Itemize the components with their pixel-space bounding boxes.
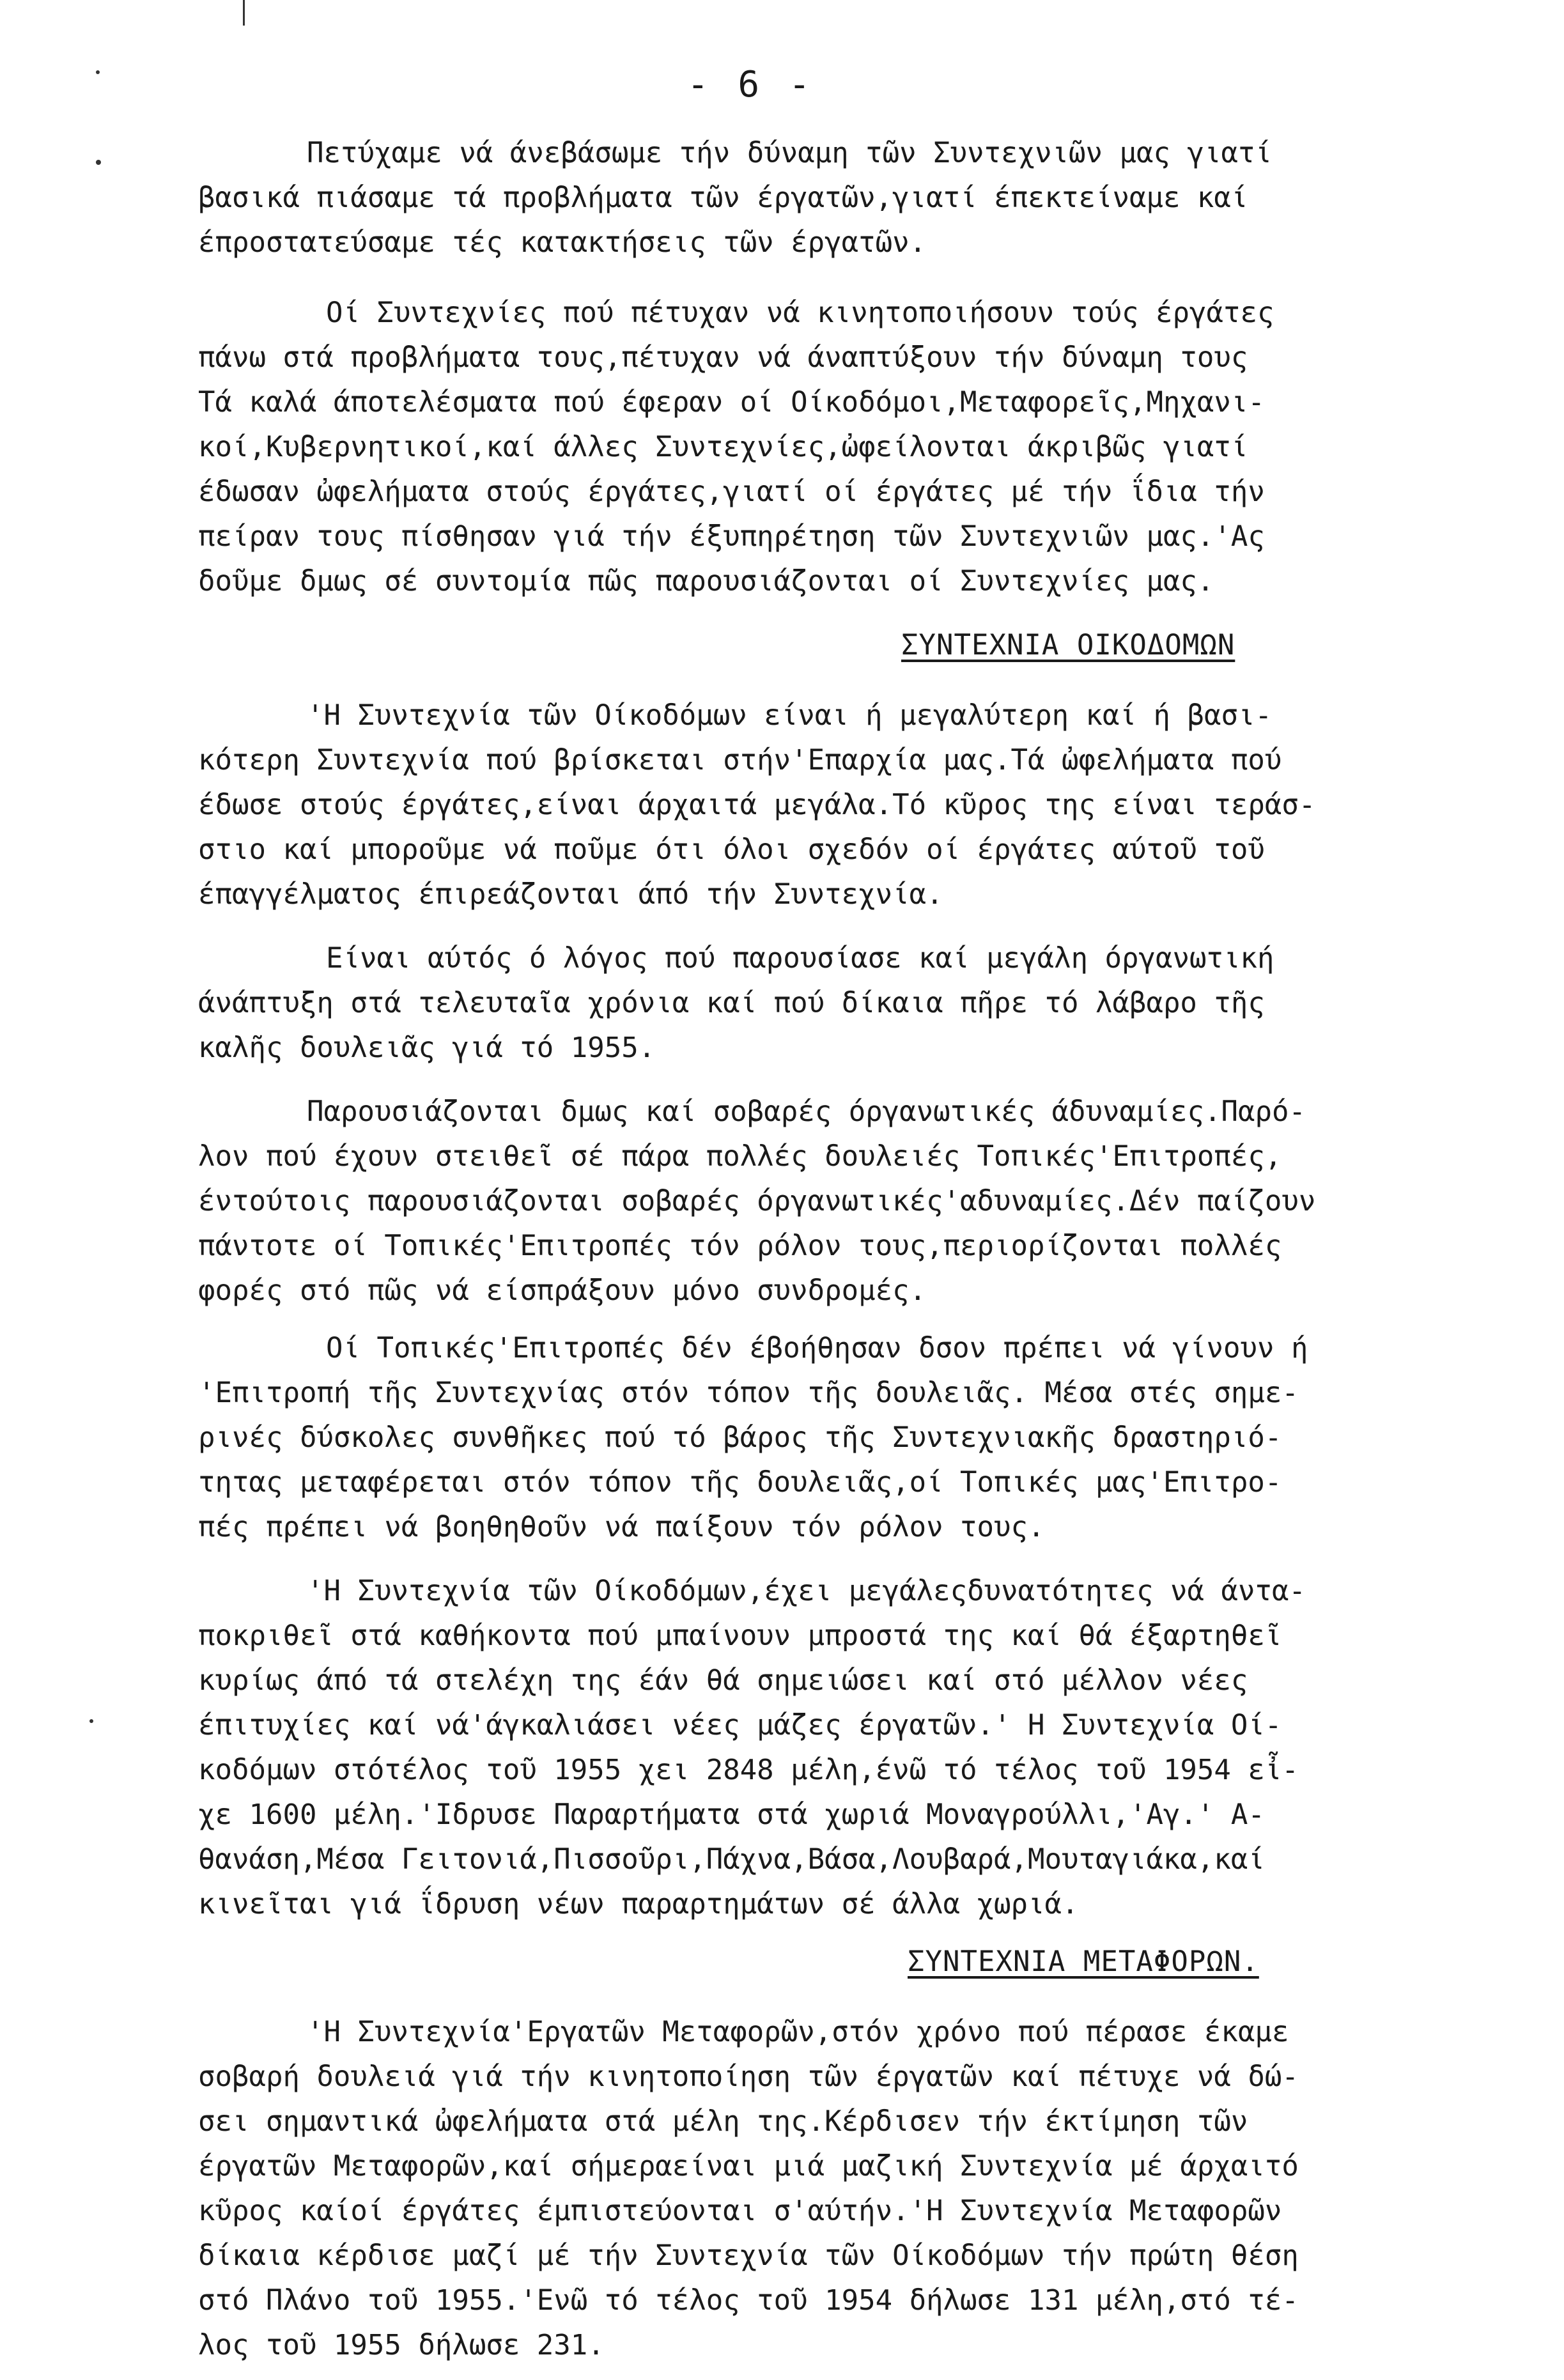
section-heading-oikodomon: ΣΥΝΤΕΧΝΙΑ ΟΙΚΟΔΟΜΩΝ bbox=[901, 629, 1235, 661]
text-line: Παρουσιάζονται δμως καί σοβαρές όργανωτικές άδυναμίες.Παρό- bbox=[307, 1095, 1306, 1128]
text-line: σοβαρή δουλειά γιά τήν κινητοποίηση τῶν έργατῶν καί πέτυχε νά δώ- bbox=[198, 2060, 1299, 2093]
text-line: πές πρέπει νά βοηθηθοῦν νά παίξουν τόν ρόλον τους. bbox=[198, 1511, 1045, 1543]
text-line: κοδόμων στότέλος τοῦ 1955 χει 2848 μέλη,ένῶ τό τέλος τοῦ 1954 εἶ- bbox=[198, 1754, 1299, 1786]
text-line: 'Η Συντεχνία τῶν Οίκοδόμων είναι ή μεγαλύτερη καί ή βασι- bbox=[307, 699, 1272, 732]
text-line: έδωσαν ὠφελήματα στούς έργάτες,γιατί οί έργάτες μέ τήν ΐδια τήν bbox=[198, 475, 1265, 508]
text-line: βασικά πιάσαμε τά προβλήματα τῶν έργατῶν,γιατί έπεκτείναμε καί bbox=[198, 182, 1248, 214]
text-line: δοῦμε δμως σέ συντομία πῶς παρουσιάζονται οί Συντεχνίες μας. bbox=[198, 565, 1214, 598]
text-line: τητας μεταφέρεται στόν τόπον τῆς δουλειᾶς,οί Τοπικές μας'Επιτρο- bbox=[198, 1466, 1282, 1499]
page-number: - 6 - bbox=[687, 64, 814, 105]
scan-speck bbox=[243, 0, 245, 26]
text-line: Πετύχαμε νά άνεβάσωμε τήν δύναμη τῶν Συντεχνιῶν μας γιατί bbox=[307, 137, 1272, 169]
text-line: έργατῶν Μεταφορῶν,καί σήμεραείναι μιά μαζική Συντεχνία μέ άρχαιτό bbox=[198, 2150, 1299, 2183]
text-line: 'Επιτροπή τῆς Συντεχνίας στόν τόπον τῆς δουλειᾶς. Μέσα στές σημε- bbox=[198, 1377, 1299, 1409]
text-line: λος τοῦ 1955 δήλωσε 231. bbox=[198, 2329, 605, 2361]
scan-speck bbox=[96, 160, 101, 165]
section-heading-metaforon: ΣΥΝΤΕΧΝΙΑ ΜΕΤΑΦΟΡΩΝ. bbox=[908, 1945, 1259, 1978]
text-line: έπροστατεύσαμε τές κατακτήσεις τῶν έργατῶν. bbox=[198, 226, 927, 259]
text-line: έπιτυχίες καί νά'άγκαλιάσει νέες μάζες έργατῶν.' Η Συντεχνία Οί- bbox=[198, 1709, 1282, 1742]
text-line: κῦρος καίοί έργάτες έμπιστεύονται σ'αύτήν.'Η Συντεχνία Μεταφορῶν bbox=[198, 2195, 1282, 2227]
text-line: άνάπτυξη στά τελευταῖα χρόνια καί πού δίκαια πῆρε τό λάβαρο τῆς bbox=[198, 987, 1265, 1019]
text-line: χε 1600 μέλη.'Ιδρυσε Παραρτήματα στά χωριά Μοναγρούλλι,'Αγ.' Α- bbox=[198, 1798, 1265, 1831]
text-line: ποκριθεῖ στά καθήκοντα πού μπαίνουν μπροστά της καί θά έξαρτηθεῖ bbox=[198, 1619, 1282, 1652]
text-line: έπαγγέλματος έπιρεάζονται άπό τήν Συντεχνία. bbox=[198, 878, 943, 911]
text-line: πείραν τους πίσθησαν γιά τήν έξυπηρέτηση τῶν Συντεχνιῶν μας.'Ας bbox=[198, 520, 1265, 553]
text-line: Οί Τοπικές'Επιτροπές δέν έβοήθησαν δσον πρέπει νά γίνουν ή bbox=[326, 1332, 1308, 1364]
text-line: ρινές δύσκολες συνθῆκες πού τό βάρος τῆς Συντεχνιακῆς δραστηριό- bbox=[198, 1421, 1282, 1454]
text-line: στό Πλάνο τοῦ 1955.'Ενῶ τό τέλος τοῦ 1954 δήλωσε 131 μέλη,στό τέ- bbox=[198, 2284, 1299, 2317]
text-line: έντούτοις παρουσιάζονται σοβαρές όργανωτικές'αδυναμίες.Δέν παίζουν bbox=[198, 1185, 1316, 1217]
text-line: Είναι αύτός ό λόγος πού παρουσίασε καί μεγάλη όργανωτική bbox=[326, 942, 1274, 975]
text-line: 'Η Συντεχνία'Εργατῶν Μεταφορῶν,στόν χρόνο πού πέρασε έκαμε bbox=[307, 2016, 1289, 2048]
text-line: κινεῖται γιά ΐδρυση νέων παραρτημάτων σέ άλλα χωριά. bbox=[198, 1888, 1079, 1920]
text-line: καλῆς δουλειᾶς γιά τό 1955. bbox=[198, 1032, 656, 1064]
scan-speck bbox=[96, 70, 100, 74]
text-line: φορές στό πῶς νά είσπράξουν μόνο συνδρομές. bbox=[198, 1274, 927, 1307]
text-line: πάνω στά προβλήματα τους,πέτυχαν νά άναπτύξουν τήν δύναμη τους bbox=[198, 341, 1248, 374]
text-line: στιο καί μποροῦμε νά ποῦμε ότι όλοι σχεδόν οί έργάτες αύτοῦ τοῦ bbox=[198, 833, 1265, 866]
text-line: σει σημαντικά ὠφελήματα στά μέλη της.Κέρδισεν τήν έκτίμηση τῶν bbox=[198, 2105, 1248, 2138]
text-line: 'Η Συντεχνία τῶν Οίκοδόμων,έχει μεγάλεςδυνατότητες νά άντα- bbox=[307, 1575, 1306, 1607]
text-line: κότερη Συντεχνία πού βρίσκεται στήν'Επαρχία μας.Τά ὠφελήματα πού bbox=[198, 744, 1282, 777]
text-line: πάντοτε οί Τοπικές'Επιτροπές τόν ρόλον τους,περιορίζονται πολλές bbox=[198, 1230, 1282, 1262]
text-line: δίκαια κέρδισε μαζί μέ τήν Συντεχνία τῶν Οίκοδόμων τήν πρώτη θέση bbox=[198, 2239, 1299, 2272]
text-line: έδωσε στούς έργάτες,είναι άρχαιτά μεγάλα.Τό κῦρος της είναι τεράσ- bbox=[198, 789, 1316, 821]
text-line: λον πού έχουν στειθεῖ σέ πάρα πολλές δουλειές Τοπικές'Επιτροπές, bbox=[198, 1140, 1282, 1173]
text-line: κυρίως άπό τά στελέχη της έάν θά σημειώσει καί στό μέλλον νέες bbox=[198, 1664, 1248, 1697]
text-line: Τά καλά άποτελέσματα πού έφεραν οί Οίκοδόμοι,Μεταφορεῖς,Μηχανι- bbox=[198, 386, 1265, 419]
text-line: Οί Συντεχνίες πού πέτυχαν νά κινητοποιήσουν τούς έργάτες bbox=[326, 297, 1274, 329]
text-line: θανάση,Μέσα Γειτονιά,Πισσοῦρι,Πάχνα,Βάσα,Λουβαρά,Μουταγιάκα,καί bbox=[198, 1843, 1265, 1876]
text-line: κοί,Κυβερνητικοί,καί άλλες Συντεχνίες,ὠφείλονται άκριβῶς γιατί bbox=[198, 431, 1248, 463]
scan-speck bbox=[89, 1719, 93, 1723]
